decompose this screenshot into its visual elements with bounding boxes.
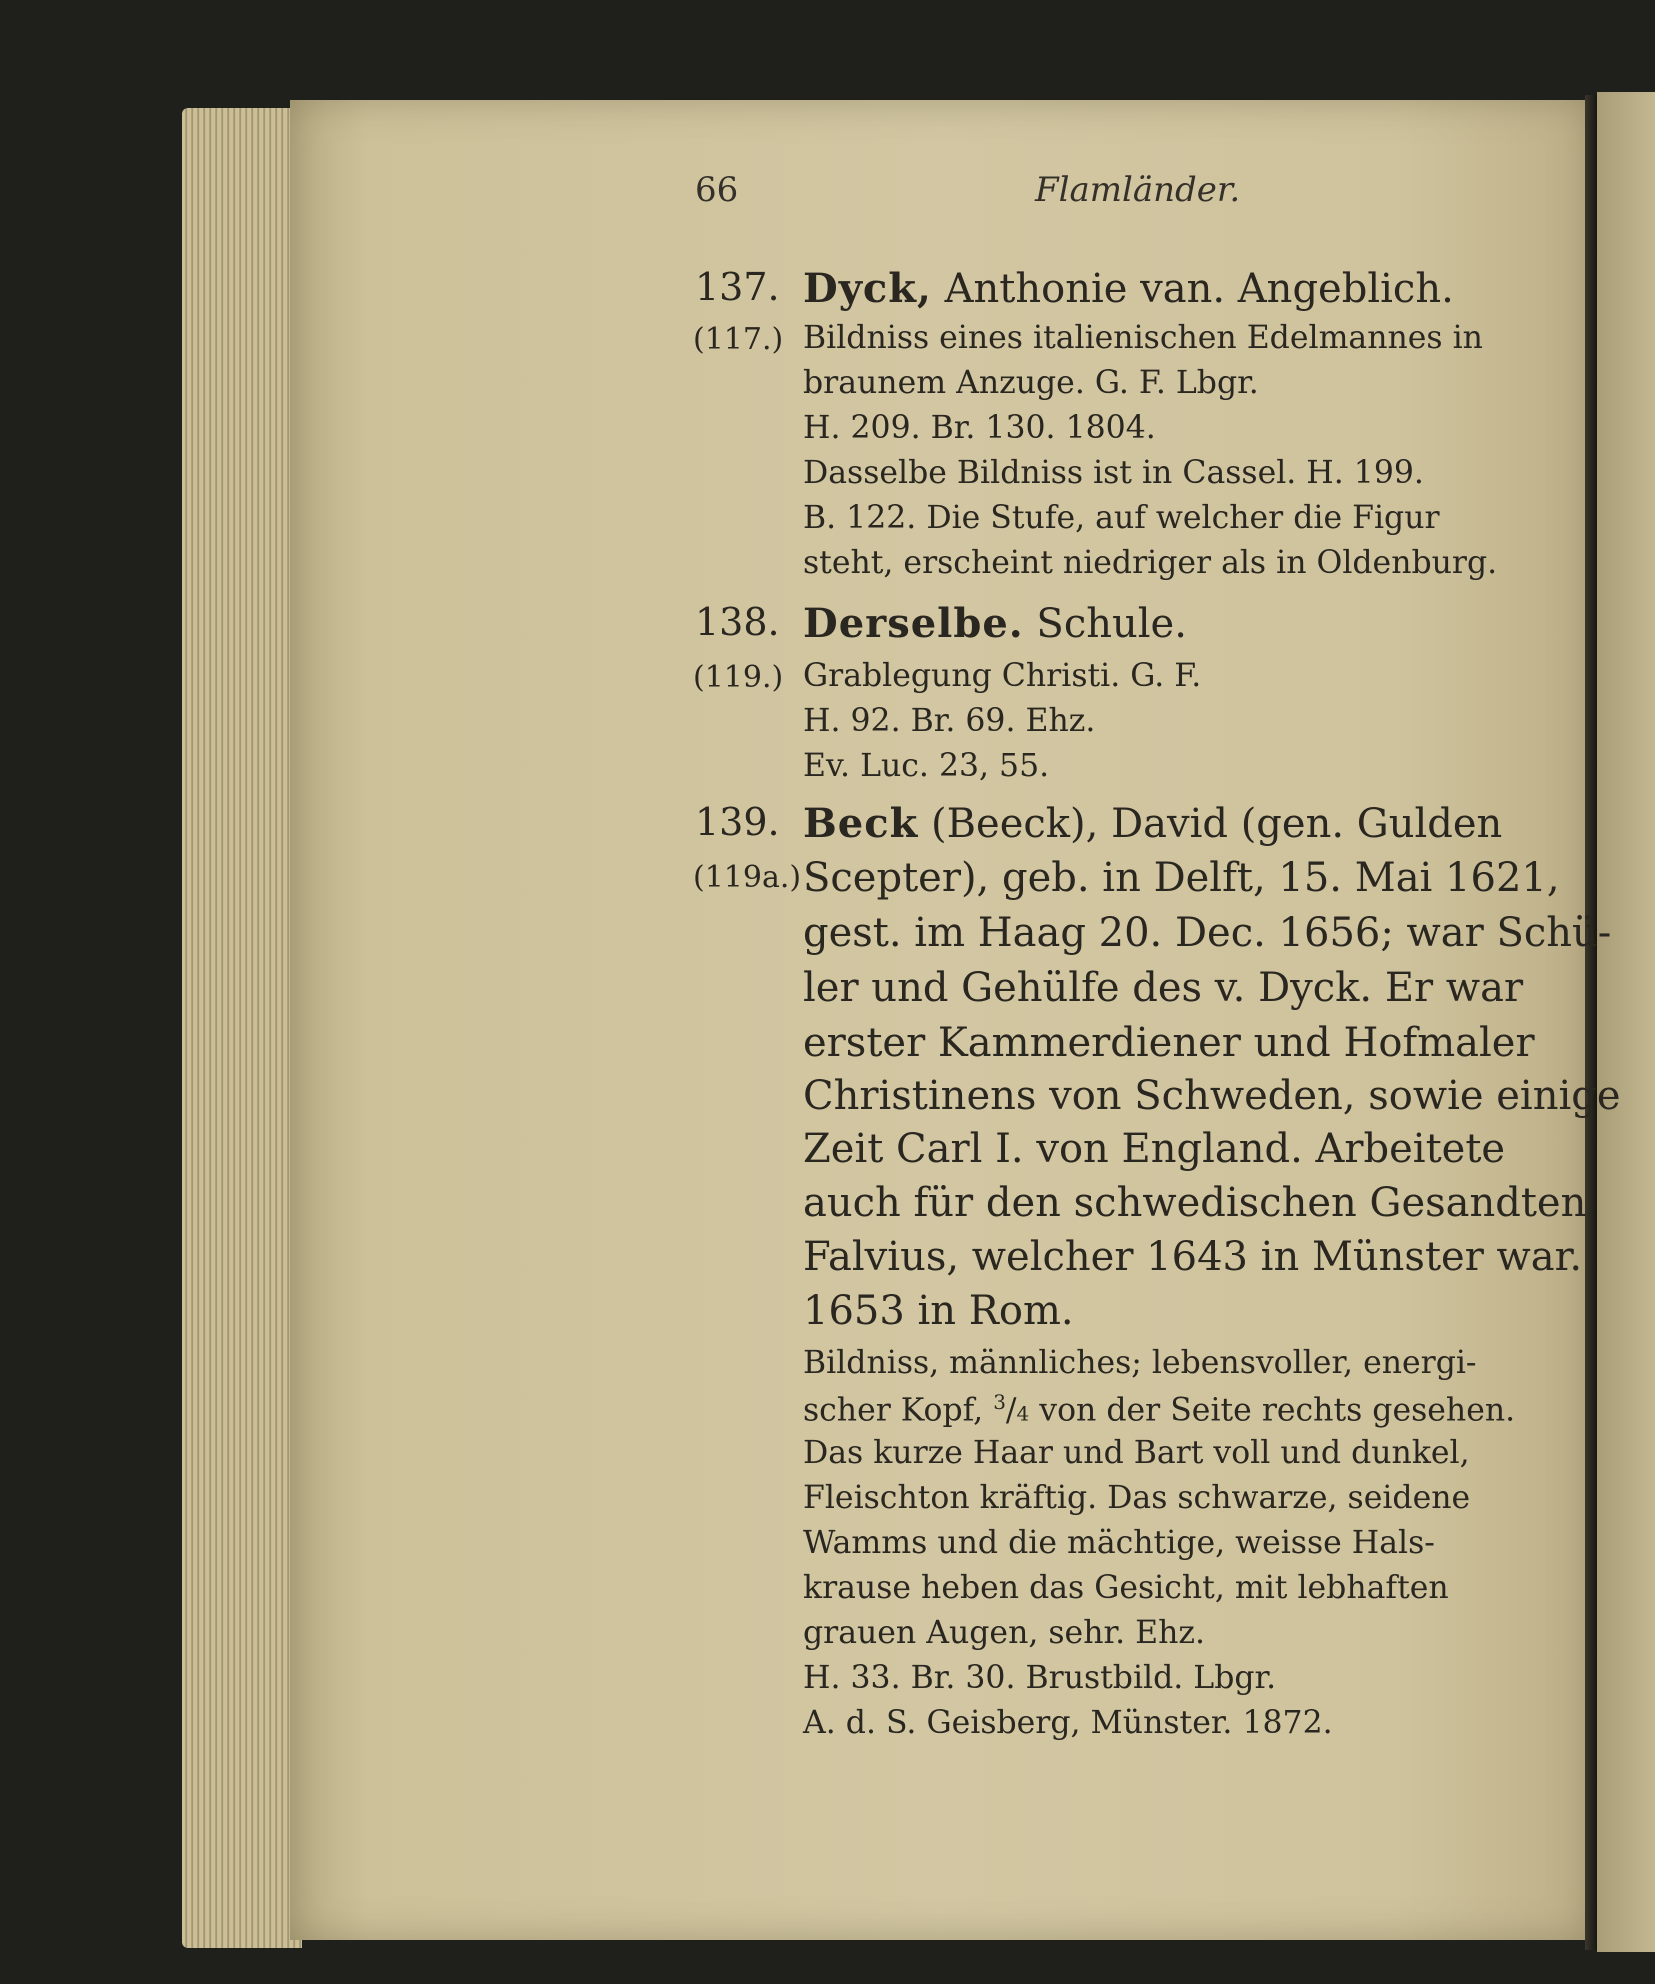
entry-line: Grablegung Christi. G. F. [803, 658, 1202, 694]
desc-text: scher Kopf, [803, 1392, 994, 1429]
artist-name-rest: Schule. [1023, 601, 1187, 647]
artist-name: Derselbe. [803, 600, 1024, 647]
entry-line: H. 92. Br. 69. Ehz. [803, 703, 1096, 739]
artist-name-rest: (Beeck), David (gen. Gulden [918, 801, 1503, 847]
entry-line: krause heben das Gesicht, mit lebhaften [803, 1570, 1449, 1606]
entry-number: 137. [695, 265, 780, 309]
running-title: Flamländer. [1035, 170, 1241, 210]
entry-line: scher Kopf, $^3$/4 von der Seite rechts gesehen. [803, 1390, 1516, 1429]
entry-line: H. 33. Br. 30. Brustbild. Lbgr. [803, 1660, 1277, 1696]
entry-line: Dasselbe Bildniss ist in Cassel. H. 199. [803, 455, 1424, 491]
entry-line: steht, erscheint niedriger als in Oldenburg. [803, 545, 1498, 581]
page-edges [182, 108, 302, 1948]
bio-line: Falvius, welcher 1643 in Münster war. [803, 1234, 1583, 1280]
entry-heading [803, 265, 1454, 312]
entry-line: grauen Augen, sehr. Ehz. [803, 1615, 1205, 1651]
inventory-number: (119.) [693, 660, 784, 695]
artist-name: Dyck, [803, 265, 932, 312]
bio-line: erster Kammerdiener und Hofmaler [803, 1020, 1535, 1066]
bio-line: gest. im Haag 20. Dec. 1656; war Schü- [803, 910, 1612, 956]
entry-line: braunem Anzuge. G. F. Lbgr. [803, 365, 1259, 401]
bio-line: Christinens von Schweden, sowie einige [803, 1073, 1621, 1119]
entry-line: Das kurze Haar und Bart voll und dunkel, [803, 1435, 1470, 1471]
artist-name-rest: Anthonie van. Angeblich. [931, 266, 1454, 312]
entry-line: Ev. Luc. 23, 55. [803, 748, 1050, 784]
bio-line: ler und Gehülfe des v. Dyck. Er war [803, 965, 1524, 1011]
next-page-edge [1597, 92, 1655, 1952]
entry-line: Fleischton kräftig. Das schwarze, seidene [803, 1480, 1471, 1516]
book-gutter [1585, 95, 1597, 1950]
inventory-number: (117.) [693, 322, 784, 357]
entry-line: Bildniss eines italienischen Edelmannes in [803, 320, 1483, 356]
entry-line: H. 209. Br. 130. 1804. [803, 410, 1156, 446]
bio-line: 1653 in Rom. [803, 1288, 1074, 1334]
entry-heading [803, 800, 1502, 847]
entry-line: B. 122. Die Stufe, auf welcher die Figur [803, 500, 1440, 536]
entry-heading [803, 600, 1187, 647]
entry-line: Wamms und die mächtige, weisse Hals- [803, 1525, 1435, 1561]
bio-line: Scepter), geb. in Delft, 15. Mai 1621, [803, 855, 1560, 901]
entry-number: 138. [695, 600, 780, 644]
artist-name: Beck [803, 800, 919, 847]
bio-line: Zeit Carl I. von England. Arbeitete [803, 1126, 1506, 1172]
page-number: 66 [695, 170, 739, 210]
desc-text: von der Seite rechts gesehen. [1029, 1392, 1516, 1429]
entry-number: 139. [695, 800, 780, 844]
entry-line: A. d. S. Geisberg, Münster. 1872. [803, 1705, 1333, 1741]
inventory-number: (119a.) [693, 860, 802, 895]
entry-line: Bildniss, männliches; lebensvoller, energi- [803, 1345, 1477, 1381]
bio-line: auch für den schwedischen Gesandten [803, 1180, 1587, 1226]
fraction-numerator: 3 [993, 1390, 1006, 1414]
fraction-denominator: 4 [1016, 1401, 1030, 1426]
